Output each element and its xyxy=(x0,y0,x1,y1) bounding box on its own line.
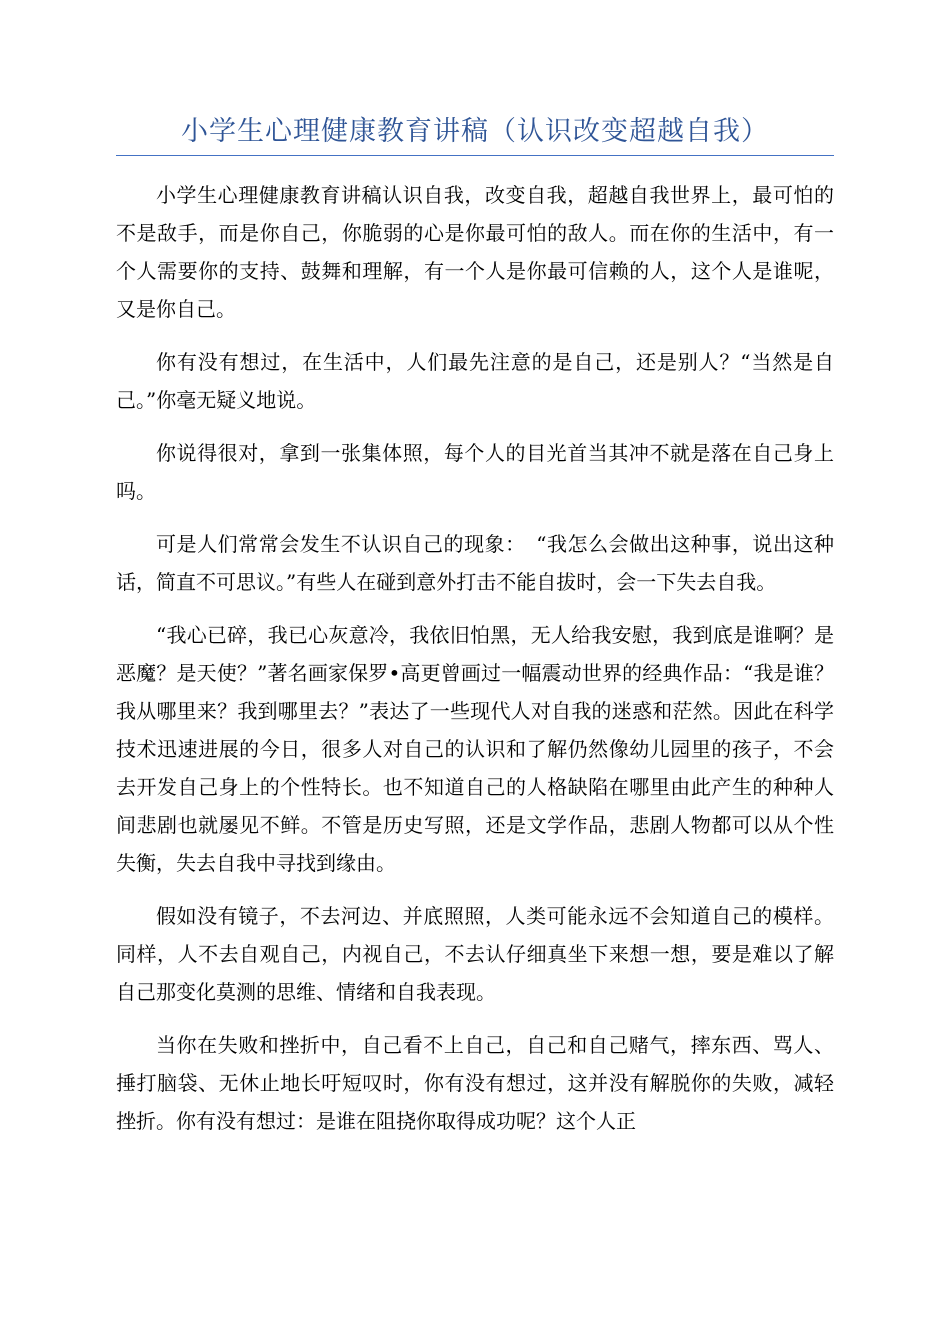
paragraph-5: “我心已碎，我已心灰意冷，我依旧怕黑，无人给我安慰，我到底是谁啊？是恶魔？是天使？”著名画家保罗•高更曾画过一幅震动世界的经典作品：“我是谁？我从哪里来？我到哪里去？”表达了一些现代人对自我的迷惑和茫然。因此在科学技术迅速进展的今日，很多人对自己的认识和了解仍然像幼儿园里的孩子，不会去开发自己身上的个性特长。也不知道自己的人格缺陷在哪里由此产生的种种人间悲剧也就屡见不鲜。不管是历史写照，还是文学作品，悲剧人物都可以从个性失衡，失去自我中寻找到缘由。 xyxy=(116,623,834,875)
page-title: 小学生心理健康教育讲稿（认识改变超越自我） xyxy=(181,116,769,147)
paragraph-1: 小学生心理健康教育讲稿认识自我，改变自我，超越自我世界上，最可怕的不是敌手，而是你自己，你脆弱的心是你最可怕的敌人。而在你的生活中，有一个人需要你的支持、鼓舞和理解，有一个人是你最可信赖的人，这个人是谁呢，又是你自己。 xyxy=(116,183,834,321)
title-underline xyxy=(116,155,834,156)
paragraph-3: 你说得很对，拿到一张集体照，每个人的目光首当其冲不就是落在自己身上吗。 xyxy=(116,441,834,503)
document-body xyxy=(116,176,834,1155)
paragraph-7: 当你在失败和挫折中，自己看不上自己，自己和自己赌气，摔东西、骂人、捶打脑袋、无休止地长吁短叹时，你有没有想过，这并没有解脱你的失败，减轻挫折。你有没有想过：是谁在阻挠你取得成功呢？这个人正 xyxy=(116,1033,834,1133)
paragraph-2: 你有没有想过，在生活中，人们最先注意的是自己，还是别人？“当然是自己。”你毫无疑义地说。 xyxy=(116,350,834,412)
paragraph-4: 可是人们常常会发生不认识自己的现象： “我怎么会做出这种事，说出这种话，简直不可思议。”有些人在碰到意外打击不能自拔时，会一下失去自我。 xyxy=(116,532,834,594)
paragraph-6: 假如没有镜子，不去河边、并底照照，人类可能永远不会知道自己的模样。同样，人不去自观自己，内视自己，不去认仔细真坐下来想一想，要是难以了解自己那变化莫测的思维、情绪和自我表现。 xyxy=(116,904,834,1004)
